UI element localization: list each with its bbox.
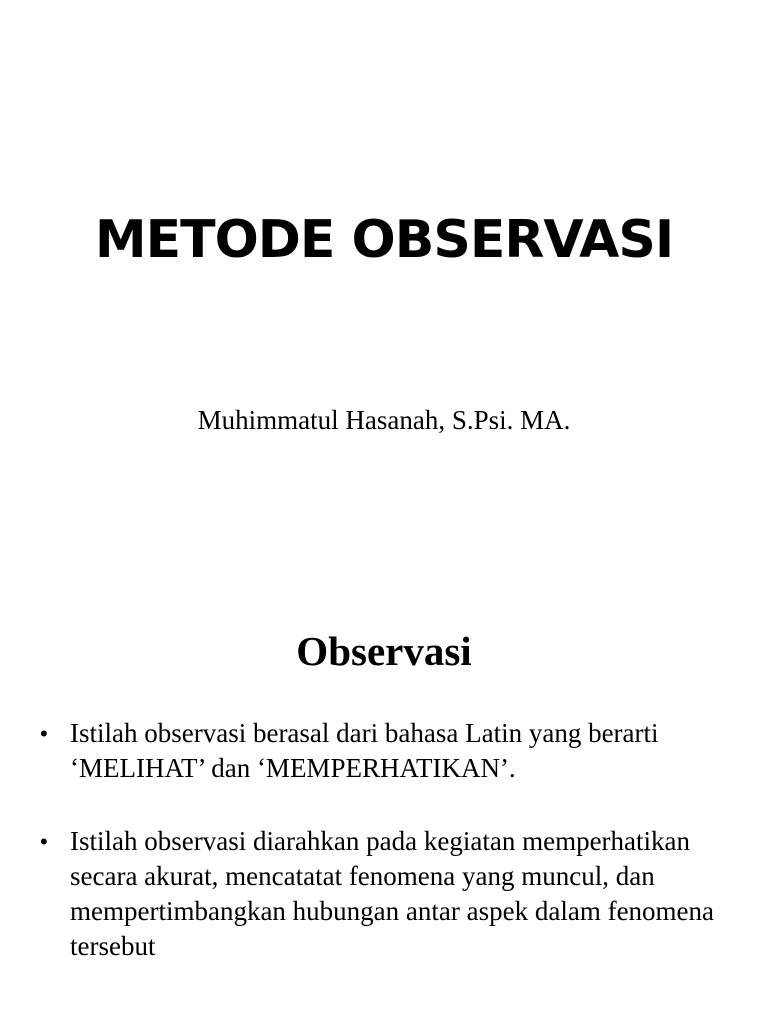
content-slide [0,576,768,1024]
slide-heading: Observasi [296,628,472,674]
bullet-text: Istilah observasi diarahkan pada kegiatan memperhatikan secara akurat, mencatatat fenomena yang muncul, dan mempertimbangkan hubungan antar aspek dalam fenomena tersebut [70,826,715,961]
bullet-dot-icon: • [40,721,48,746]
bullet-dot-icon: • [40,829,48,854]
bullet-item [36,716,736,786]
bullet-text: Istilah observasi berasal dari bahasa Latin yang berarti ‘MELIHAT’ dan ‘MEMPERHATIKAN’. [70,718,659,783]
slide-title: METODE OBSERVASI [94,210,674,270]
bullet-list [36,716,736,1002]
author-name: Muhimmatul Hasanah, S.Psi. MA. [197,405,571,435]
bullet-item [36,824,736,964]
